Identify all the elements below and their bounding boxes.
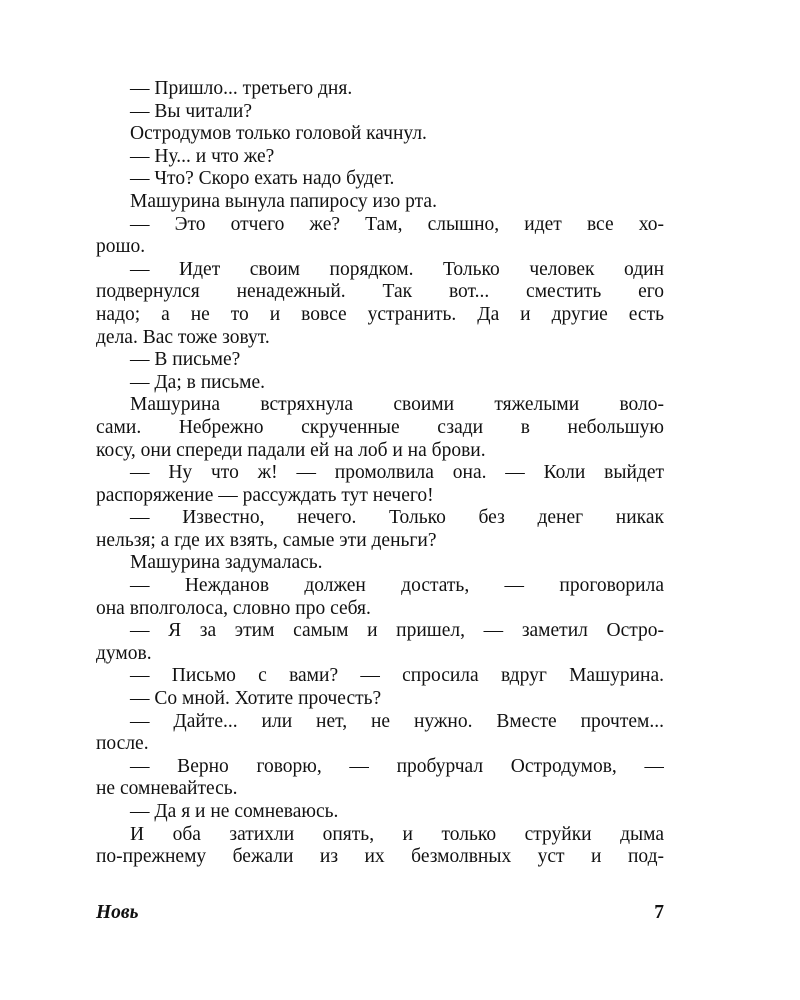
text-line: — Вы читали?	[130, 100, 253, 122]
text-line: не сомневайтесь.	[96, 778, 238, 800]
text-line: подвернулся ненадежный. Так вот... сместить его	[96, 281, 664, 303]
text-line: надо; а не то и вовсе устранить. Да и другие есть	[96, 303, 664, 325]
text-line: она вполголоса, словно про себя.	[96, 597, 371, 619]
text-line: Остродумов только головой качнул.	[130, 123, 427, 145]
text-line: — Верно говорю, — пробурчал Остродумов, —	[130, 755, 664, 777]
text-line: И оба затихли опять, и только струйки дыма	[130, 823, 664, 845]
text-line: нельзя; а где их взять, самые эти деньги?	[96, 529, 437, 551]
text-line: — Дайте... или нет, не нужно. Вместе прочтем...	[130, 710, 664, 732]
text-line: Машурина задумалась.	[130, 552, 323, 574]
text-line: по-прежнему бежали из их безмолвных уст и под-	[96, 846, 664, 868]
text-line: — Ну что ж! — промолвила она. — Коли выйдет	[130, 462, 664, 484]
text-line: — Со мной. Хотите прочесть?	[130, 688, 382, 710]
text-line: — Да; в письме.	[130, 371, 265, 393]
text-line: рошо.	[96, 236, 146, 258]
page-footer	[96, 902, 664, 924]
text-line: Машурина вынула папиросу изо рта.	[130, 190, 437, 212]
page-number: 7	[654, 902, 664, 923]
body-text	[96, 78, 664, 869]
text-line: распоряжение — рассуждать тут нечего!	[96, 484, 434, 506]
text-line: — Это отчего же? Там, слышно, идет все хо-	[130, 213, 664, 235]
text-line: — Письмо с вами? — спросила вдруг Машурина.	[130, 665, 664, 687]
text-line: — Да я и не сомневаюсь.	[130, 801, 339, 822]
text-line: — Ну... и что же?	[130, 145, 275, 167]
text-line: — В письме?	[130, 349, 241, 371]
running-title: Новь	[96, 902, 139, 923]
text-line: косу, они спереди падали ей на лоб и на брови.	[96, 439, 486, 461]
text-line: дела. Вас тоже зовут.	[96, 326, 270, 348]
text-line: — Нежданов должен достать, — проговорила	[130, 575, 664, 597]
text-line: — Я за этим самым и пришел, — заметил Остро-	[130, 620, 664, 642]
text-line: после.	[96, 733, 149, 755]
text-line: — Идет своим порядком. Только человек один	[130, 258, 664, 280]
text-line: думов.	[96, 642, 152, 664]
text-line: сами. Небрежно скрученные сзади в небольшую	[96, 416, 664, 438]
text-line: — Пришло... третьего дня.	[130, 78, 353, 99]
text-line: — Что? Скоро ехать надо будет.	[130, 168, 395, 190]
text-line: — Известно, нечего. Только без денег никак	[130, 507, 664, 529]
text-line: Машурина встряхнула своими тяжелыми воло-	[130, 394, 664, 416]
